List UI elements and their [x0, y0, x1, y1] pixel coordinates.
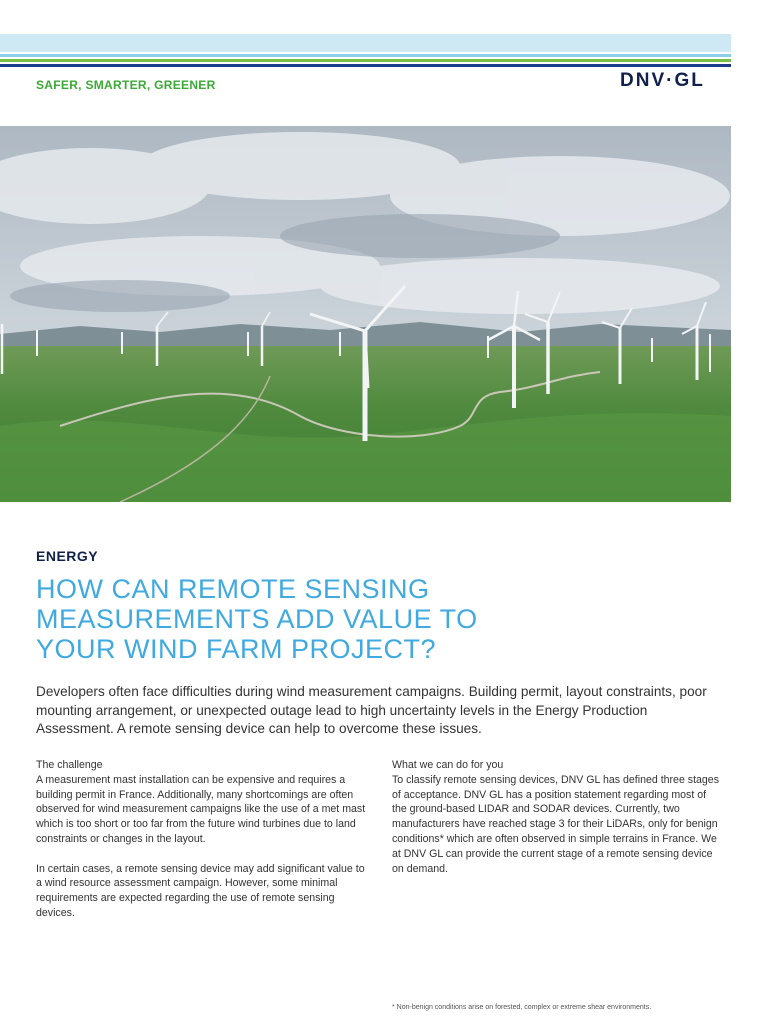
footnote: * Non-benign conditions arise on forested, complex or extreme shear environments. — [392, 1004, 652, 1011]
offer-heading: What we can do for you — [392, 759, 504, 771]
header-stripe-green — [0, 59, 731, 62]
headline-line: HOW CAN REMOTE SENSING — [36, 574, 430, 604]
headline — [36, 574, 736, 664]
challenge-column — [36, 758, 366, 936]
header-stripe-navy — [0, 64, 731, 67]
header-stripe-blue — [0, 54, 731, 57]
offer-paragraph: To classify remote sensing devices, DNV GL has defined three stages of acceptance. DNV GL has a position statement regarding most of the ground-based LIDAR and SODAR devices. Currently, two manufacturers have reached stage 3 for their LiDARs, only for benign conditions* which are often observed in simple terrains in France. We at DNV GL can provide the current stage of a remote sensing device on demand. — [392, 773, 719, 875]
offer-column — [392, 759, 722, 891]
headline-line: MEASUREMENTS ADD VALUE TO — [36, 604, 478, 634]
header-stripe-light-blue — [0, 34, 731, 52]
section-label: ENERGY — [36, 548, 99, 564]
challenge-heading: The challenge — [36, 759, 103, 771]
intro-paragraph: Developers often face difficulties during wind measurement campaigns. Building permit, layout constraints, poor mounting arrangement, or unexpected outage lead to high uncertainty levels in the Energy Production Assessment. A remote sensing device can help to overcome these issues. — [36, 684, 707, 736]
dnv-gl-logo: DNV·GL — [620, 70, 705, 91]
wind-farm-photo — [0, 126, 731, 502]
headline-line: YOUR WIND FARM PROJECT? — [36, 634, 437, 664]
tagline: SAFER, SMARTER, GREENER — [36, 78, 216, 92]
challenge-paragraph: A measurement mast installation can be expensive and requires a building permit in France. Additionally, many shortcomings are often observed for wind measurement campaigns like the use of a met mast which is too short or too far from the future wind turbines due to land constraints or changes in the layout. — [36, 773, 366, 845]
challenge-paragraph: In certain cases, a remote sensing device may add significant value to a wind resource assessment campaign. However, some minimal requirements are expected regarding the use of remote sensing devices. — [36, 862, 365, 919]
